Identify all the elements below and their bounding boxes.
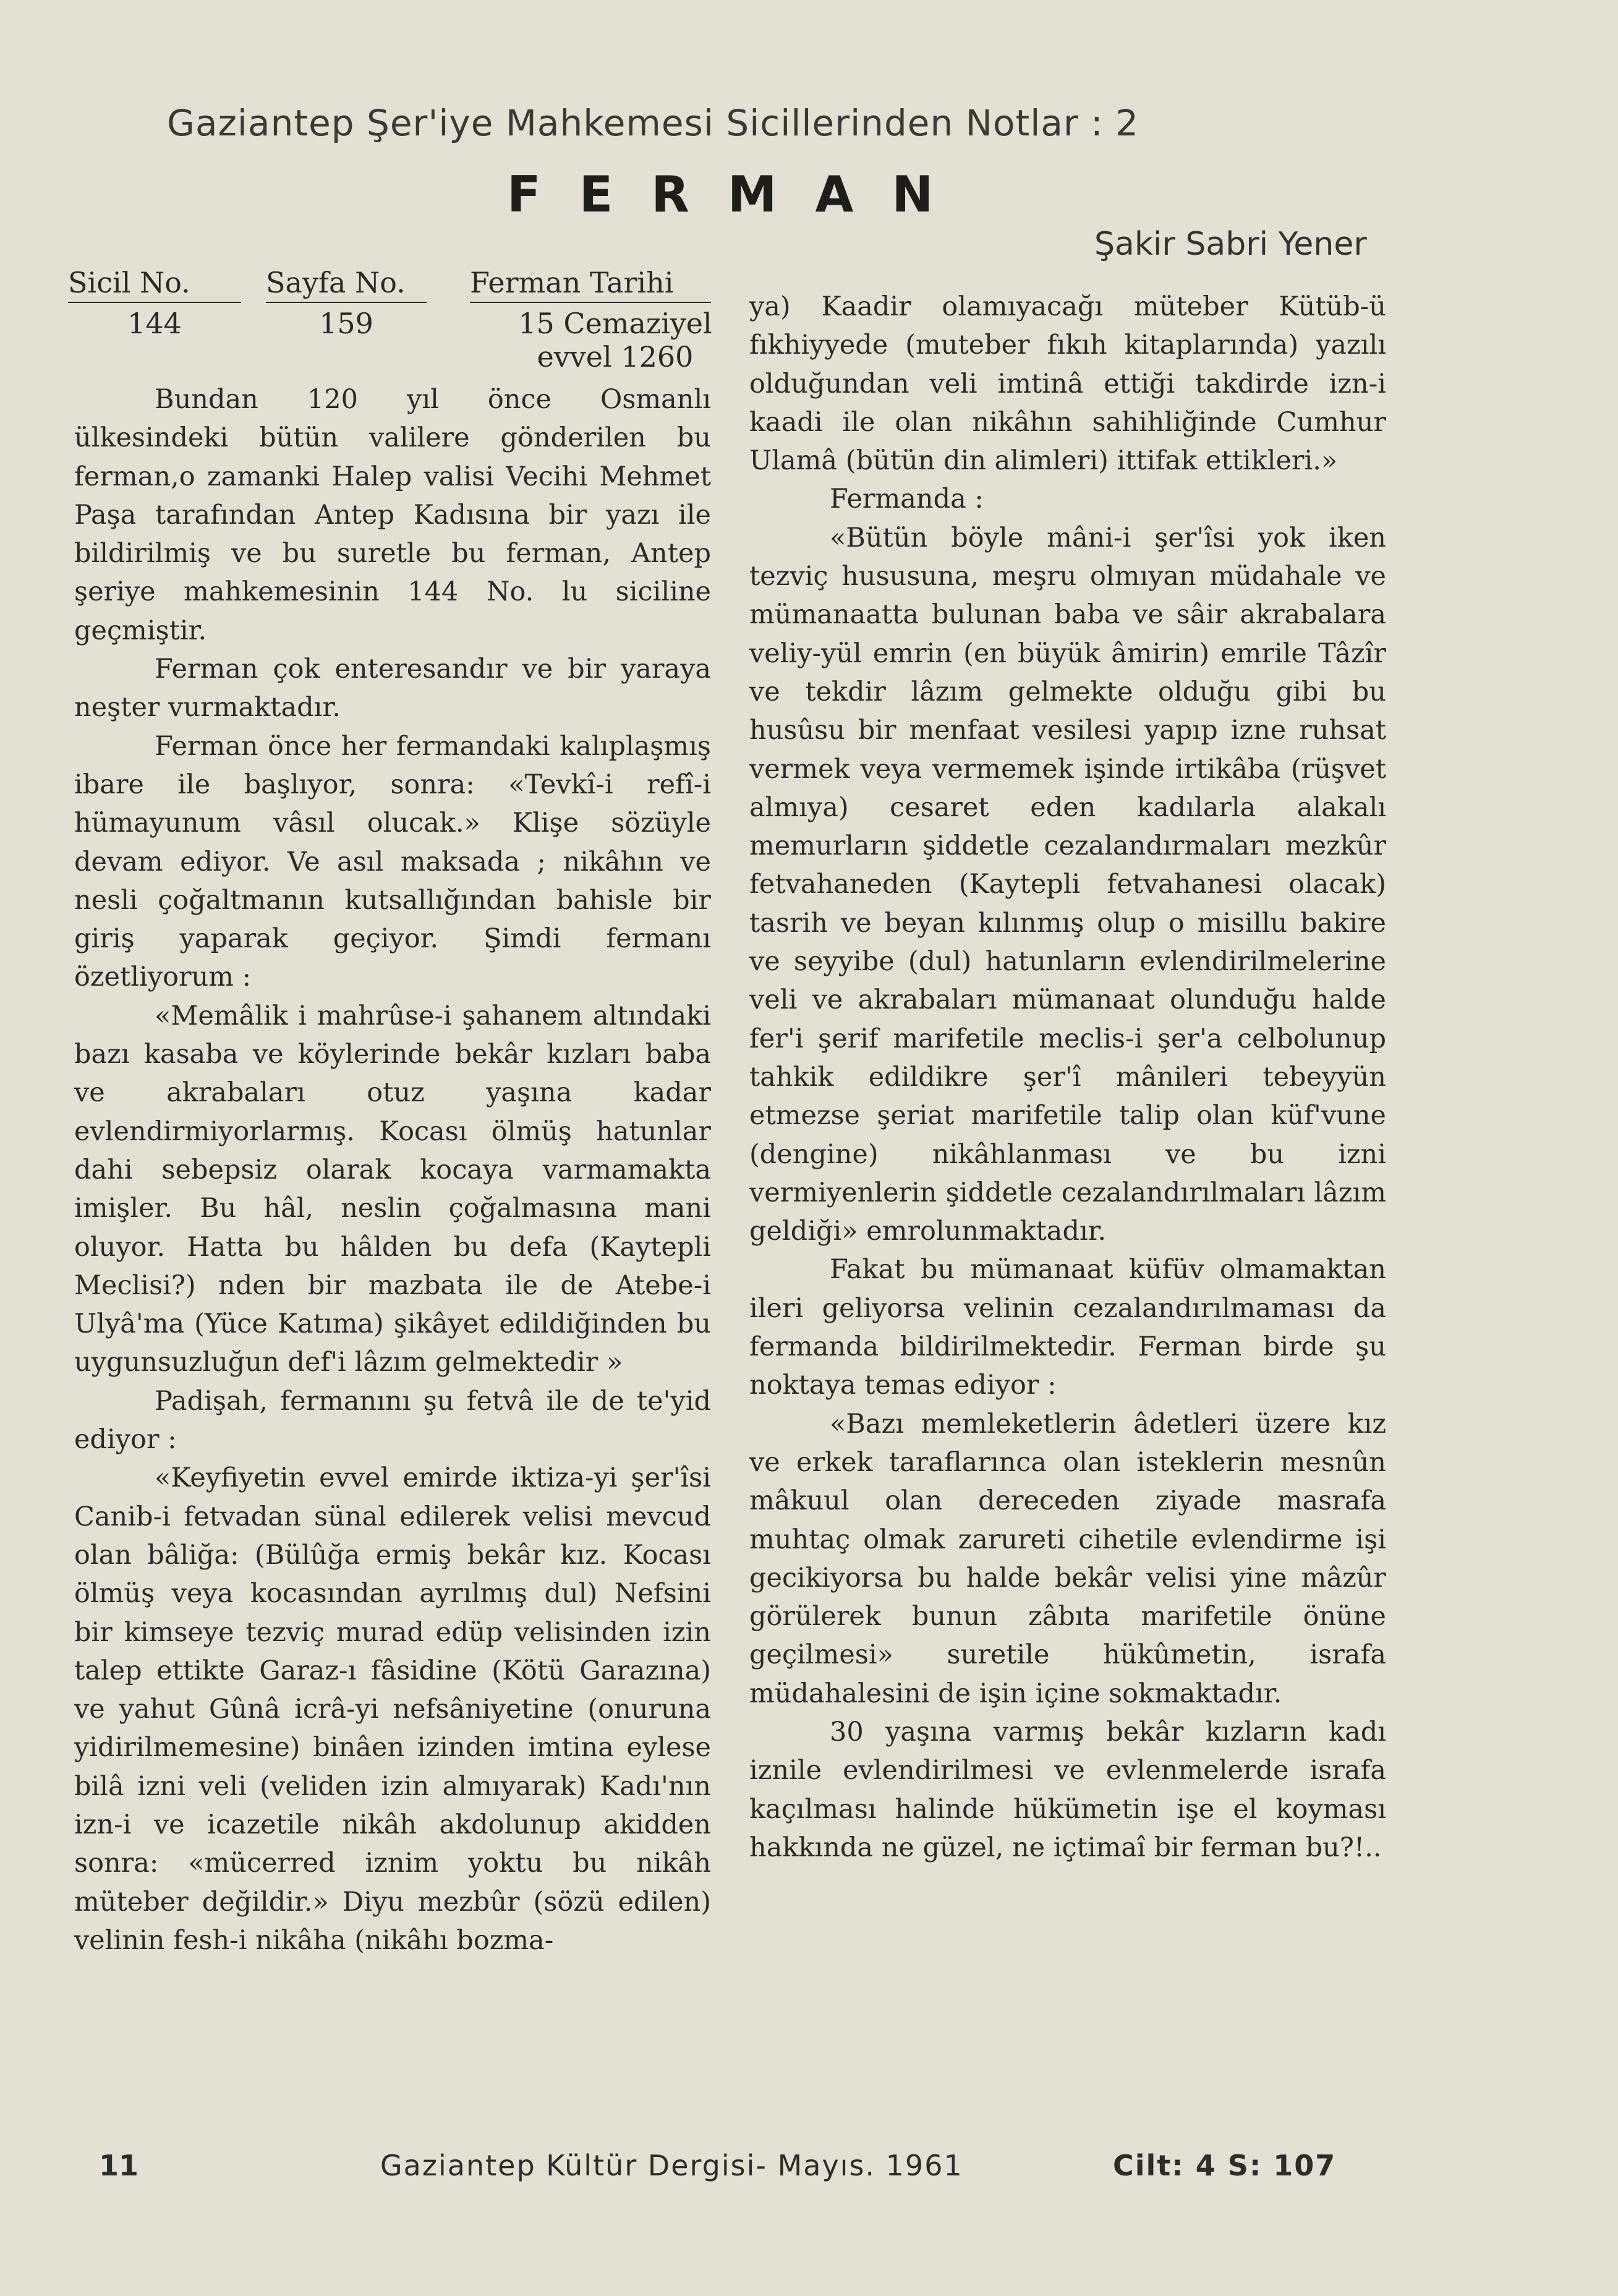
tarih-value: 15 Cemaziyel evvel 1260: [518, 307, 712, 373]
author-name: Şakir Sabri Yener: [1094, 226, 1367, 263]
sicil-column: [68, 266, 241, 340]
article-title: FERMAN: [507, 166, 972, 223]
page-number: 11: [99, 2149, 139, 2182]
volume-issue: Cilt: 4 S: 107: [1113, 2149, 1337, 2182]
record-metadata: [68, 266, 711, 383]
tarih-column: [470, 266, 711, 373]
paragraph: «Keyfiyetin evvel emirde iktiza-yi şer'îsi Canib-i fetvadan sünal edilerek velisi mevcud olan bâliğa: (Bülûğa ermiş bekâr kız. Kocası ölmüş veya kocasından ayrılmış dul) Nefsini bir kimseye tezviç murad edüp velisinden izin talep ettikte Garaz-ı fâsidine (Kötü Garazına) ve yahut Gûnâ icrâ-yi nefsâniyetine (onuruna yidirilmemesine) binâen izinden imtina eylese bilâ izni veli (veliden izin almıyarak) Kadı'nın izn-i ve icazetile nikâh akdolunup akidden sonra: «mücerred iznim yoktu bu nikâh müteber değildir.» Diyu mezbûr (sözü edilen) velinin fesh-i nikâha (nikâhı bozma-: [74, 1462, 711, 1956]
paragraph: Ferman önce her fermandaki kalıplaşmış ibare ile başlıyor, sonra: «Tevkî-i refî-i hümayunum vâsıl olucak.» Klişe sözüyle devam ediyor. Ve asıl maksada ; nikâhın ve nesli çoğaltmanın kutsallığından bahisle bir giriş yaparak geçiyor. Şimdi fermanı özetliyorum :: [74, 730, 711, 993]
sicil-label: Sicil No.: [68, 266, 241, 303]
sayfa-column: [266, 266, 427, 340]
paragraph: «Bazı memleketlerin âdetleri üzere kız ve erkek taraflarınca olan isteklerin mesnûn mâkuul olan dereceden ziyade masrafa muhtaç olmak zarureti cihetile evlendirme işi gecikiyorsa bu halde bekâr velisi yine mâzûr görülerek bunun zâbıta marifetile önüne geçilmesi» suretile hükûmetin, israfa müdahalesini de işin içine sokmaktadır.: [749, 1408, 1386, 1709]
paragraph: «Memâlik i mahrûse-i şahanem altındaki bazı kasaba ve köylerinde bekâr kızları baba ve akrabaları otuz yaşına kadar evlendirmiyorlarmış. Kocası ölmüş hatunlar dahi sebepsiz olarak kocaya varmamakta imişler. Bu hâl, neslin çoğalmasına mani oluyor. Hatta bu hâlden bu defa (Kaytepli Meclisi?) nden bir mazbata ile de Atebe-i Ulyâ'ma (Yüce Katıma) şikâyet edildiğinden bu uygunsuzluğun def'i lâzım gelmektedir »: [74, 1000, 711, 1378]
page-footer: [0, 2149, 1618, 2192]
sayfa-label: Sayfa No.: [266, 266, 427, 303]
paragraph: Fermanda :: [830, 484, 984, 515]
left-column: [74, 380, 711, 1960]
paragraph: Fakat bu mümanaat küfüv olmamaktan ileri geliyorsa velinin cezalandırılmaması da fermanda bildirilmektedir. Ferman birde şu noktaya temas ediyor :: [749, 1254, 1386, 1401]
sayfa-value: 159: [319, 307, 373, 340]
paragraph: ya) Kaadir olamıyacağı müteber Kütüb-ü fıkhiyyede (muteber fıkıh kitaplarında) yazılı olduğundan veli imtinâ ettiği takdirde izn-i kaadi ile olan nikâhın sahihliğinde Cumhur Ulamâ (bütün din alimleri) ittifak ettikleri.»: [749, 291, 1386, 477]
journal-name: Gaziantep Kültür Dergisi- Mayıs. 1961: [380, 2149, 963, 2182]
paragraph: Ferman çok enteresandır ve bir yaraya neşter vurmaktadır.: [74, 654, 711, 723]
paragraph: 30 yaşına varmış bekâr kızların kadı iznile evlendirilmesi ve evlenmelerde israfa kaçılması halinde hükümetin işe el koyması hakkında ne güzel, ne içtimaî bir ferman bu?!..: [749, 1716, 1386, 1863]
right-column: [749, 288, 1386, 1867]
paragraph: «Bütün böyle mâni-i şer'îsi yok iken tezviç hususuna, meşru olmıyan müdahale ve mümanaatta bulunan baba ve sâir akrabalara veliy-yül emrin (en büyük âmirin) emrile Tâzîr ve tekdir lâzım gelmekte olduğu gibi bu husûsu bir menfaat vesilesi yapıp izne ruhsat vermek veya vermemek işinde irtikâba (rüşvet almıya) cesaret eden kadılarla alakalı memurların şiddetle cezalandırmaları mezkûr fetvahaneden (Kaytepli fetvahanesi olacak) tasrih ve beyan kılınmış olup o misillu bakire ve seyyibe (dul) hatunların evlendirilmelerine veli ve akrabaları mümanaat olunduğu halde fer'i şerif marifetile meclis-i şer'a celbolunup tahkik edildikre şer'î mânileri tebeyyün etmezse şeriat marifetile talip olan küf'vune (dengine) nikâhlanması ve bu izni vermiyenlerin şiddetle cezalandırılmaları lâzım geldiği» emrolunmaktadır.: [749, 522, 1386, 1247]
tarih-label: Ferman Tarihi: [470, 266, 711, 303]
sicil-value: 144: [127, 307, 182, 340]
series-title: Gaziantep Şer'iye Mahkemesi Sicillerinden Notlar : 2: [167, 102, 1139, 144]
paragraph: Bundan 120 yıl önce Osmanlı ülkesindeki bütün valilere gönderilen bu ferman,o zamanki Halep valisi Vecihi Mehmet Paşa tarafından Antep Kadısına bir yazı ile bildirilmiş ve bu suretle bu ferman, Antep şeriye mahkemesinin 144 No. lu siciline geçmiştir.: [74, 384, 711, 646]
paragraph: Padişah, fermanını şu fetvâ ile de te'yid ediyor :: [74, 1385, 711, 1456]
